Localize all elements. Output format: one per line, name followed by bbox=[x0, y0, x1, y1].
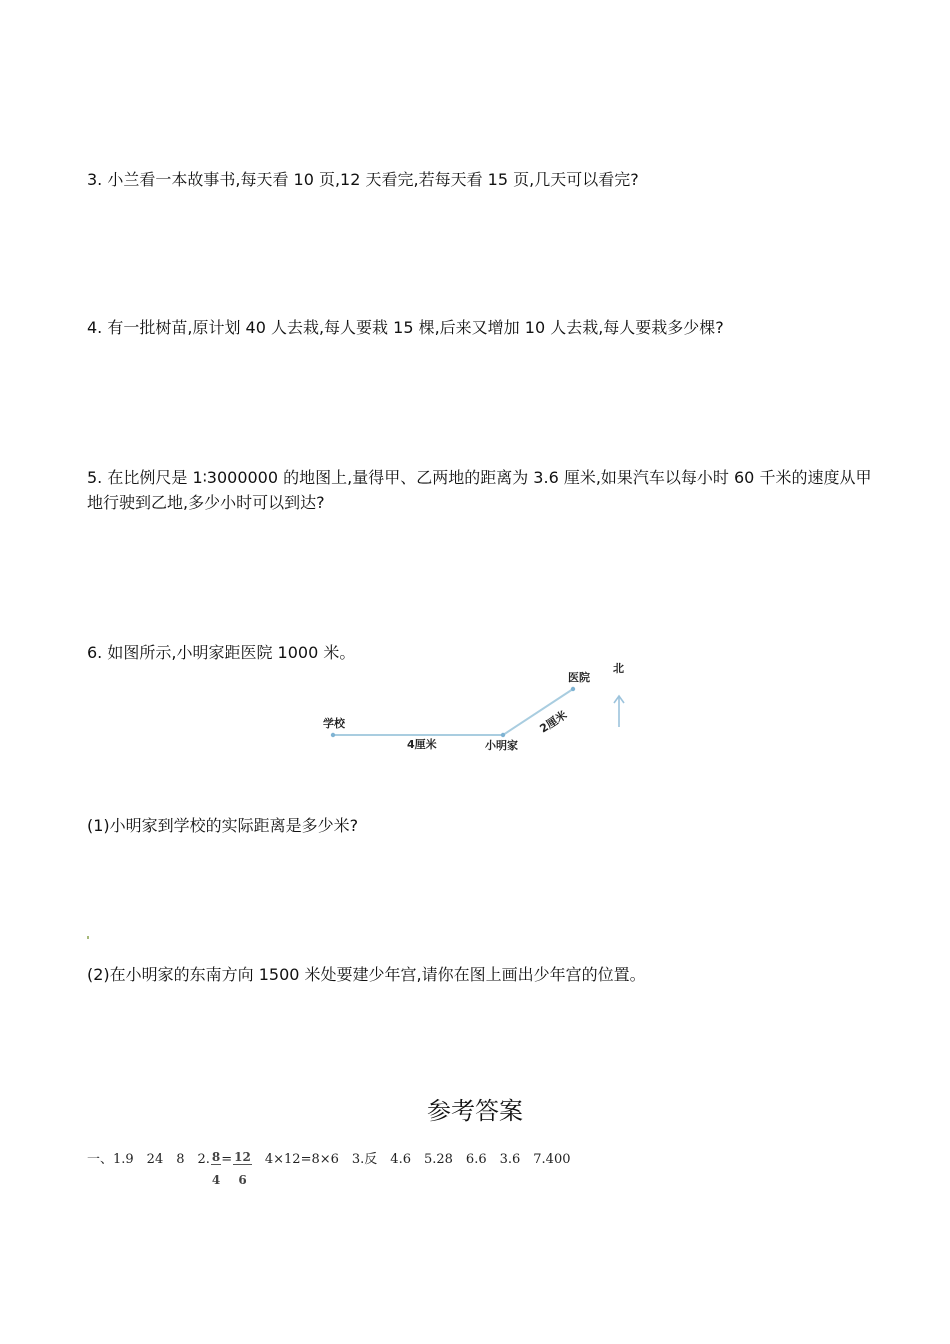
school-distance-label: 4厘米 bbox=[407, 738, 437, 751]
question-4: 4. 有一批树苗,原计划 40 人去栽,每人要栽 15 棵,后来又增加 10 人去栽,每人要栽多少棵? bbox=[87, 318, 724, 337]
answer-part1-prefix: 一、1.9 24 8 2. bbox=[87, 1152, 210, 1167]
home-label: 小明家 bbox=[485, 739, 518, 752]
question-6-part-2: (2)在小明家的东南方向 1500 米处要建少年宫,请你在图上画出少年宫的位置。 bbox=[87, 965, 646, 984]
home-point bbox=[501, 733, 505, 737]
fraction-numerator: 8 bbox=[211, 1150, 221, 1164]
fraction-denominator: 6 bbox=[238, 1173, 247, 1187]
fraction-denominator: 4 bbox=[211, 1173, 221, 1187]
school-label: 学校 bbox=[323, 717, 345, 730]
north-label: 北 bbox=[613, 662, 624, 675]
fraction-8-over-4 bbox=[211, 1150, 221, 1187]
school-point bbox=[331, 733, 335, 737]
question-6-part-1: (1)小明家到学校的实际距离是多少米? bbox=[87, 816, 359, 835]
question-5: 5. 在比例尺是 1∶3000000 的地图上,量得甲、乙两地的距离为 3.6 厘米,如果汽车以每小时 60 千米的速度从甲地行驶到乙地,多少小时可以到达? bbox=[87, 468, 872, 512]
location-diagram bbox=[300, 655, 650, 760]
fraction-12-over-6 bbox=[233, 1150, 252, 1187]
fraction-numerator: 12 bbox=[234, 1150, 251, 1164]
answer-title: 参考答案 bbox=[427, 1097, 523, 1125]
question-3: 3. 小兰看一本故事书,每天看 10 页,12 天看完,若每天看 15 页,几天可以看完? bbox=[87, 170, 639, 189]
answer-line-1 bbox=[87, 1150, 571, 1187]
question-6: 6. 如图所示,小明家距医院 1000 米。 bbox=[87, 643, 356, 662]
stray-dot-mark bbox=[87, 936, 89, 939]
equals-sign: = bbox=[221, 1152, 233, 1167]
answer-part1-rest: 4×12=8×6 3.反 4.6 5.28 6.6 3.6 7.400 bbox=[251, 1152, 571, 1167]
hospital-label: 医院 bbox=[568, 671, 590, 684]
hospital-distance-label: 2厘米 bbox=[537, 708, 570, 736]
hospital-point bbox=[571, 687, 575, 691]
